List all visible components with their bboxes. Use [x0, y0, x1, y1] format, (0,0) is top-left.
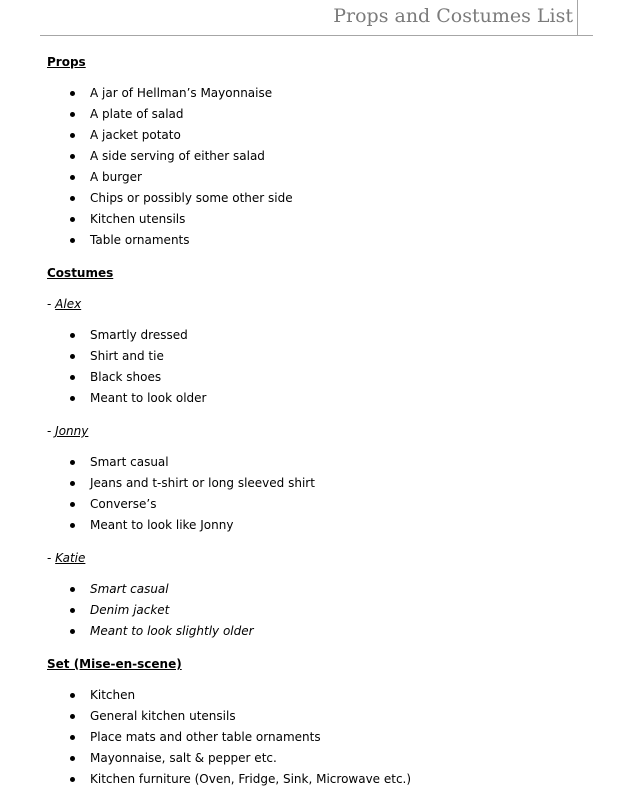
list-item: Mayonnaise, salt & pepper etc. [47, 748, 607, 769]
list-item: General kitchen utensils [47, 706, 607, 727]
header-vertical-rule [577, 0, 578, 36]
list-item: Kitchen furniture (Oven, Fridge, Sink, Microwave etc.) [47, 769, 607, 790]
alex-heading [47, 294, 607, 314]
jonny-list [47, 452, 607, 536]
list-item: A jacket potato [47, 125, 607, 146]
list-item: Table ornaments [47, 230, 607, 251]
page-header [0, 0, 624, 40]
list-item: Black shoes [47, 367, 607, 388]
alex-name: Alex [55, 297, 82, 311]
list-item: Meant to look slightly older [47, 621, 607, 642]
props-list [47, 83, 607, 251]
list-item: A jar of Hellman’s Mayonnaise [47, 83, 607, 104]
header-horizontal-rule [40, 35, 593, 36]
list-item: Jeans and t-shirt or long sleeved shirt [47, 473, 607, 494]
katie-prefix: - [47, 551, 56, 565]
alex-list [47, 325, 607, 409]
list-item: Kitchen utensils [47, 209, 607, 230]
alex-prefix: - [47, 297, 56, 311]
list-item: Shirt and tie [47, 346, 607, 367]
jonny-prefix: - [47, 424, 56, 438]
list-item: Place mats and other table ornaments [47, 727, 607, 748]
jonny-heading [47, 421, 607, 441]
list-item: A side serving of either salad [47, 146, 607, 167]
list-item: Kitchen [47, 685, 607, 706]
document-body [47, 52, 607, 802]
list-item: Converse’s [47, 494, 607, 515]
katie-heading [47, 548, 607, 568]
list-item: Meant to look like Jonny [47, 515, 607, 536]
list-item: Smartly dressed [47, 325, 607, 346]
document-title: Props and Costumes List [333, 5, 573, 27]
list-item: A burger [47, 167, 607, 188]
list-item: Meant to look older [47, 388, 607, 409]
list-item: Denim jacket [47, 600, 607, 621]
list-item: Smart casual [47, 452, 607, 473]
jonny-name: Jonny [55, 424, 89, 438]
list-item: Smart casual [47, 579, 607, 600]
props-heading: Props [47, 55, 86, 69]
list-item: Chips or possibly some other side [47, 188, 607, 209]
set-list [47, 685, 607, 790]
costumes-heading: Costumes [47, 266, 114, 280]
katie-name: Katie [55, 551, 86, 565]
set-heading: Set (Mise-en-scene) [47, 657, 182, 671]
list-item: A plate of salad [47, 104, 607, 125]
katie-list [47, 579, 607, 642]
